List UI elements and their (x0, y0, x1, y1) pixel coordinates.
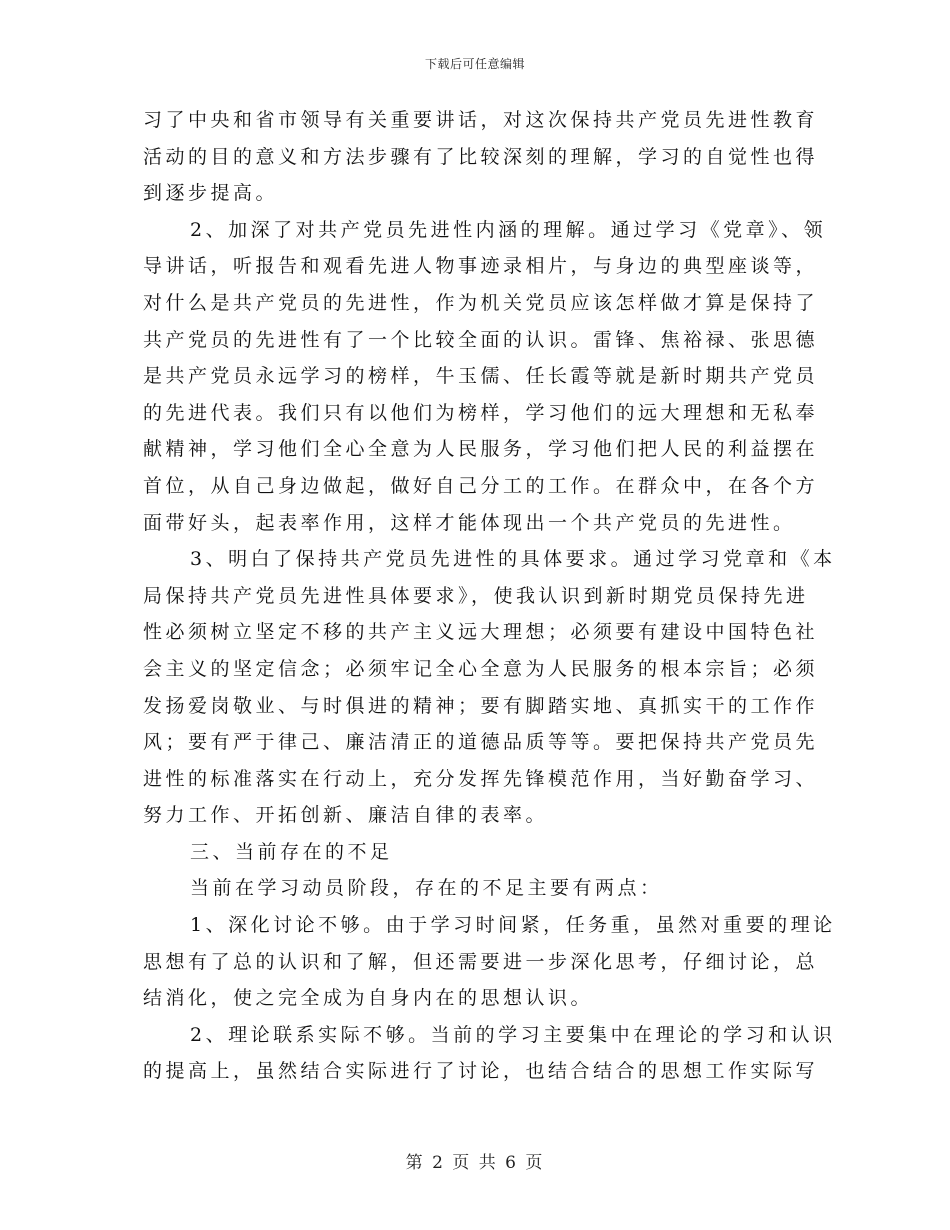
text-line: 发扬爱岗敬业、与时俱进的精神；要有脚踏实地、真抓实干的工作作 (143, 694, 819, 717)
text-line: 3、明白了保持共产党员先进性的具体要求。通过学习党章和《本 (190, 548, 836, 571)
text-line: 是共产党员永远学习的榜样，牛玉儒、任长霞等就是新时期共产党员 (143, 365, 819, 388)
text-line: 性必须树立坚定不移的共产主义远大理想；必须要有建设中国特色社 (143, 621, 819, 644)
text-line: 导讲话，听报告和观看先进人物事迹录相片，与身边的典型座谈等， (143, 255, 819, 278)
text-line: 对什么是共产党员的先进性，作为机关党员应该怎样做才算是保持了 (143, 291, 819, 314)
text-line: 1、深化讨论不够。由于学习时间紧，任务重，虽然对重要的理论 (190, 914, 836, 937)
text-line: 到逐步提高。 (143, 182, 279, 205)
text-line: 献精神，学习他们全心全意为人民服务，学习他们把人民的利益摆在 (143, 438, 819, 461)
text-line: 结消化，使之完全成为自身内在的思想认识。 (143, 987, 594, 1010)
page-number-footer: 第 2 页 共 6 页 (405, 1153, 545, 1173)
text-line: 的先进代表。我们只有以他们为榜样，学习他们的远大理想和无私奉 (143, 401, 819, 424)
text-line: 首位，从自己身边做起，做好自己分工的工作。在群众中，在各个方 (143, 474, 819, 497)
document-body (143, 102, 836, 1090)
text-line: 共产党员的先进性有了一个比较全面的认识。雷锋、焦裕禄、张思德 (143, 328, 819, 351)
header-note: 下载后可任意编辑 (424, 57, 525, 71)
text-line: 风；要有严于律己、廉洁清正的道德品质等等。要把保持共产党员先 (143, 731, 819, 754)
text-line: 思想有了总的认识和了解，但还需要进一步深化思考，仔细讨论，总 (143, 950, 819, 973)
text-line: 面带好头，起表率作用，这样才能体现出一个共产党员的先进性。 (143, 511, 796, 534)
text-line: 当前在学习动员阶段，存在的不足主要有两点： (190, 877, 663, 900)
text-line: 三、当前存在的不足 (190, 840, 393, 863)
text-line: 的提高上，虽然结合实际进行了讨论，也结合结合的思想工作实际写 (143, 1060, 819, 1083)
text-line: 进性的标准落实在行动上，充分发挥先锋模范作用，当好勤奋学习、 (143, 767, 819, 790)
text-line: 习了中央和省市领导有关重要讲话，对这次保持共产党员先进性教育 (143, 109, 819, 131)
text-line: 会主义的坚定信念；必须牢记全心全意为人民服务的根本宗旨；必须 (143, 657, 819, 680)
text-line: 2、加深了对共产党员先进性内涵的理解。通过学习《党章》、领 (190, 218, 827, 241)
text-line: 2、理论联系实际不够。当前的学习主要集中在理论的学习和认识 (190, 1023, 836, 1046)
text-line: 努力工作、开拓创新、廉洁自律的表率。 (143, 804, 549, 827)
text-line: 活动的目的意义和方法步骤有了比较深刻的理解，学习的自觉性也得 (143, 145, 819, 168)
text-line: 局保持共产党员先进性具体要求》，使我认识到新时期党员保持先进 (143, 584, 809, 607)
